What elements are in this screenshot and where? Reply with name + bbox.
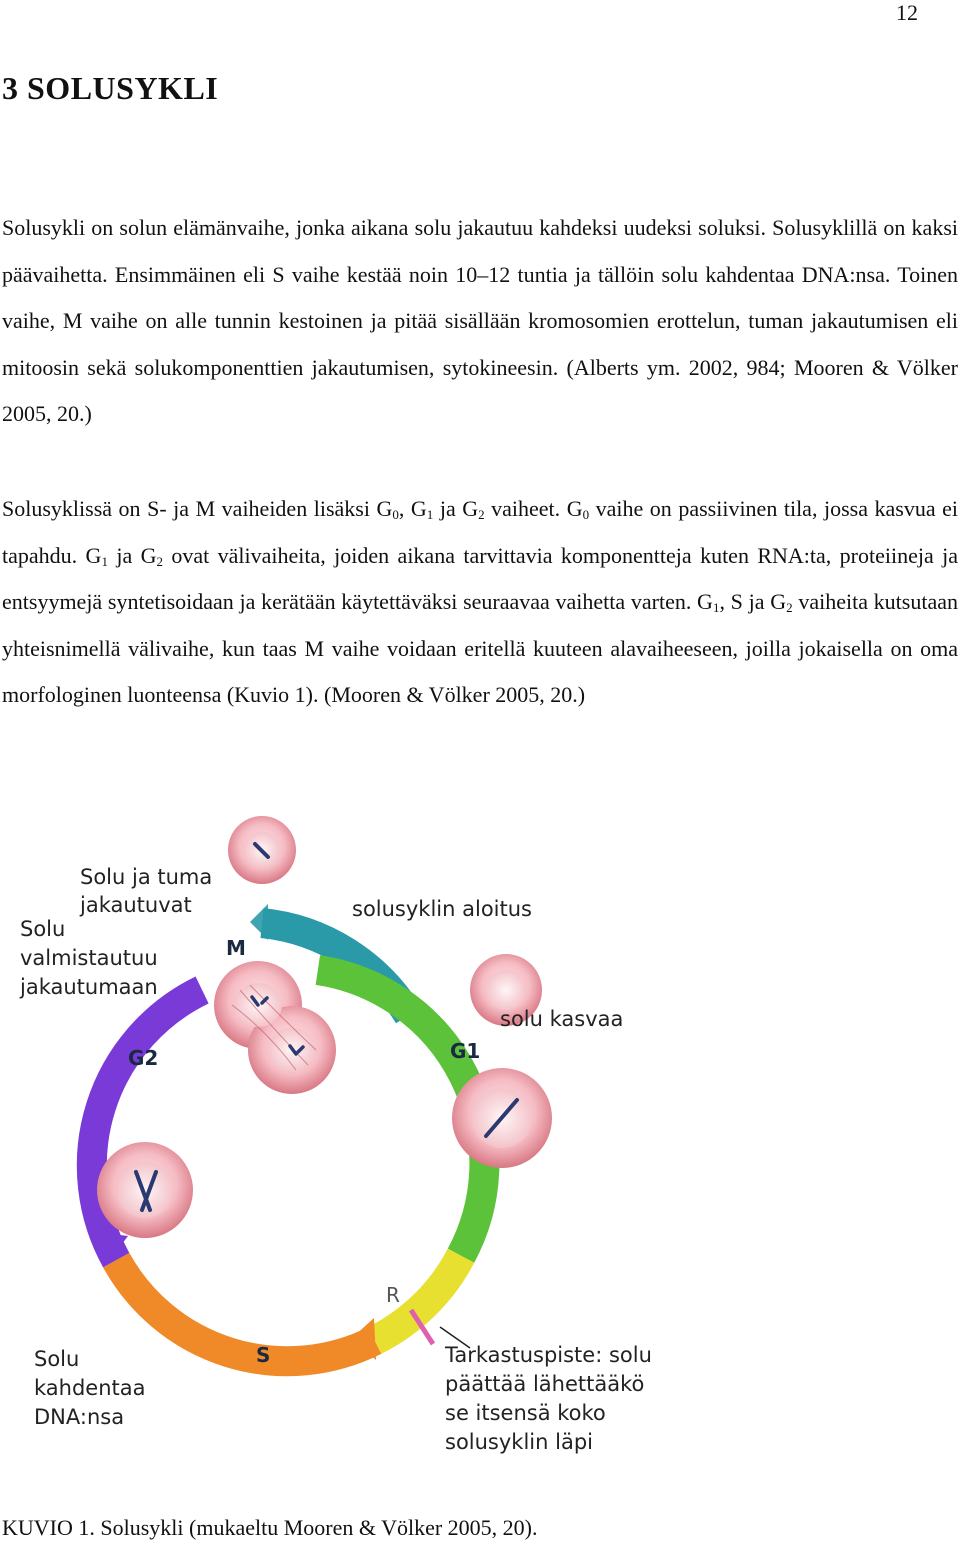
cell-start <box>228 816 296 884</box>
label-cell-growth: solu kasvaa <box>500 1007 624 1031</box>
phase-label-g1: G1 <box>450 1039 481 1063</box>
ring-segment-s <box>116 1260 374 1361</box>
cell-cycle-figure <box>0 800 700 1480</box>
figure-caption: KUVIO 1. Solusykli (mukaeltu Mooren & Völker 2005, 20). <box>2 1515 538 1540</box>
cell-g2 <box>97 1142 193 1238</box>
svg-text:solusyklin läpi: solusyklin läpi <box>445 1430 593 1454</box>
svg-text:Solu: Solu <box>34 1347 80 1371</box>
paragraph-intro: Solusykli on solun elämänvaihe, jonka aikana solu jakautuu kahdeksi uudeksi soluksi. Solusyklillä on kaksi päävaihetta. Ensimmäinen eli S vaihe kestää noin 10–12 tuntia ja tällöin solu kahdentaa DNA:nsa. Toinen vaihe, M vaihe on alle tunnin kestoinen ja pitää sisällään kromosomien erottelun, tuman jakautumisen eli mitoosin sekä solukomponenttien jakautumisen, sytokineesin. (Alberts ym. 2002, 984; Mooren & Völker 2005, 20.) <box>2 215 958 426</box>
svg-text:kahdentaa: kahdentaa <box>34 1376 146 1400</box>
label-dna-replication <box>34 1347 146 1429</box>
arrowhead-m <box>250 904 268 940</box>
svg-text:Solu: Solu <box>20 917 66 941</box>
label-cycle-start: solusyklin aloitus <box>352 897 532 921</box>
phase-label-g2: G2 <box>128 1046 159 1070</box>
chapter-title: 3 SOLUSYKLI <box>2 70 219 106</box>
page-number: 12 <box>896 0 918 25</box>
svg-text:DNA:nsa: DNA:nsa <box>34 1405 125 1429</box>
svg-text:päättää lähettääkö: päättää lähettääkö <box>445 1372 645 1396</box>
phase-label-m: M <box>226 936 246 960</box>
svg-text:jakautumaan: jakautumaan <box>20 975 158 999</box>
svg-text:se itsensä koko: se itsensä koko <box>445 1401 606 1425</box>
cell-cycle-diagram <box>0 800 700 1480</box>
label-checkpoint <box>444 1343 652 1454</box>
phase-label-s: S <box>256 1343 271 1367</box>
svg-text:Tarkastuspiste: solu: Tarkastuspiste: solu <box>445 1343 652 1367</box>
svg-text:valmistautuu: valmistautuu <box>20 946 158 970</box>
svg-text:Solu ja tuma: Solu ja tuma <box>80 865 213 889</box>
svg-text:jakautuvat: jakautuvat <box>80 893 192 917</box>
paragraph-phases: Solusyklissä on S- ja M vaiheiden lisäksi $G_0$, $G_1$ ja $G_2$ vaiheet. $G_0$ vaihe on passiivinen tila, jossa kasvua ei tapahdu. $G_1$ ja $G_2$ ovat välivaiheita, joiden aikana tarvittavia komponentteja kuten RNA:ta, proteiineja ja entsyymejä syntetisoidaan ja kerätään käytettäväksi seuraavaa vaihetta varten. $G_1$, S ja $G_2$ vaiheita kutsutaan yhteisnimellä välivaihe, kun taas M vaihe voidaan eritellä kuuteen alavaiheeseen, joilla jokaisella on oma morfologinen luonteensa (Kuvio 1). (Mooren & Völker 2005, 20.) <box>2 496 959 707</box>
label-preparation <box>19 917 158 999</box>
cell-growing <box>452 1068 552 1168</box>
label-division <box>79 865 212 917</box>
phase-label-r: R <box>386 1283 400 1307</box>
